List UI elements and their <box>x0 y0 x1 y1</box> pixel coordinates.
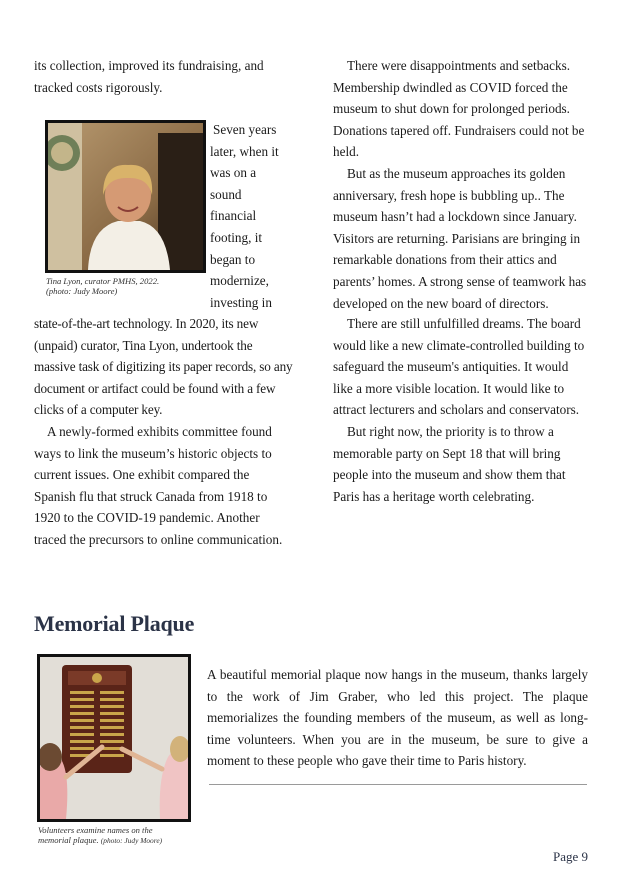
plaque-photo-caption-text: memorial plaque. <box>38 835 99 845</box>
curator-photo <box>45 120 206 273</box>
plaque-photo-caption-credit: (photo: Judy Moore) <box>100 836 163 845</box>
wrapped-line: financial <box>210 208 257 224</box>
curator-photo-caption <box>46 276 206 296</box>
plaque-photo-caption-line-1: Volunteers examine names on the <box>38 825 153 835</box>
col2-paragraph-4: But right now, the priority is to throw a memorable party on Sept 18 that will bring people into the museum and show them that Paris has a heritage worth celebrating. <box>333 424 566 504</box>
section-heading: Memorial Plaque <box>34 611 195 636</box>
wrapped-line: modernize, <box>210 273 269 289</box>
col2-paragraph-3: There are still unfulfilled dreams. The board would like a new climate-controlled building to safeguard the museum's antiquities. It would like a more visible location. It would like to attract lecturers and scholars and conservators. <box>333 316 585 418</box>
curator-photo-caption-line-1: Tina Lyon, curator PMHS, 2022. <box>46 276 160 286</box>
wrapped-line: investing in <box>210 294 272 310</box>
plaque-photo-image <box>40 657 188 819</box>
wrapped-line: footing, it <box>210 229 263 245</box>
col2-paragraph-2: But as the museum approaches its golden anniversary, fresh hope is bubbling up.. The museum hasn’t had a lockdown since January. Visitors are returning. Parisians are bringing in remarkable donations from their attics and parents’ homes. A strong sense of teamwork has developed on the new board of directors. <box>333 166 587 311</box>
section-divider <box>209 784 587 785</box>
plaque-paragraph: A beautiful memorial plaque now hangs in the museum, thanks largely to the work of Jim Graber, who led this project. The plaque memorializes the founding members of the museum, as well as long-time volunteers. When you are in the museum, be sure to give a moment to these people who gave their time to Paris history. <box>207 667 588 769</box>
col1-paragraph-1: its collection, improved its fundraising, and tracked costs rigorously. <box>34 58 264 95</box>
page-number: Page 9 <box>552 849 588 864</box>
curator-photo-caption-line-2: (photo: Judy Moore) <box>46 286 118 296</box>
curator-photo-image <box>48 123 203 270</box>
col1-paragraph-2-wrapped <box>210 119 290 313</box>
wrapped-line: Seven years <box>213 122 277 137</box>
plaque-photo-caption <box>38 825 203 846</box>
plaque-photo-caption-line-2 <box>38 835 203 846</box>
col1-paragraph-2-rest: state-of-the-art technology. In 2020, its new (unpaid) curator, Tina Lyon, undertook the massive task of digitizing its paper records, so any document or artifact could be found with a few clicks of a computer key. <box>34 316 293 418</box>
col1-paragraph-3: A newly-formed exhibits committee found ways to link the museum’s historic objects to current issues. One exhibit compared the Spanish flu that struck Canada from 1918 to 1920 to the COVID-19 pandemic. Another traced the precursors to online communication. <box>34 424 283 547</box>
wrapped-line: sound <box>210 186 242 202</box>
plaque-photo <box>37 654 191 822</box>
col2-paragraph-1: There were disappointments and setbacks. Membership dwindled as COVID forced the museum to shut down for prolonged periods. Donations tapered off. Fundraisers could not be held. <box>333 58 585 160</box>
wrapped-line: began to <box>210 251 256 267</box>
wrapped-line: later, when it <box>210 143 279 159</box>
wrapped-line: was on a <box>210 165 257 181</box>
